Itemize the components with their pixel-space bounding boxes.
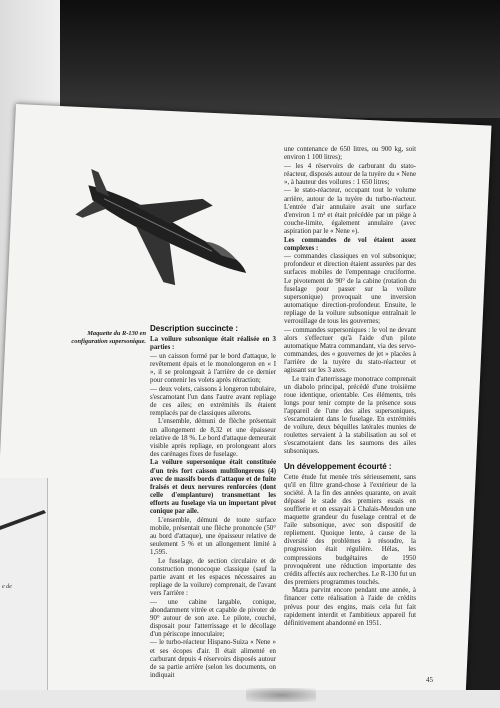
paragraph: L'ensemble, démuni de flèche présentait un allongement de 8,32 et une épaisseur relative de 18 %. Le bord d'attaque demeurait visible après repliage, en prolongeant alors des carénages fixes de fuselage. [150,418,276,458]
paragraph: — le stato-réacteur, occupant tout le volume arrière, autour de la tuyère du turbo-réacteur. L'entrée d'air annulaire avait une surface d'environ 1 m² et était précédée par un piège à couche-limite, également annulaire (avec aspiration par le « Nene »). [284,187,416,235]
article-column-right [284,146,416,628]
paragraph: — un caisson formé par le bord d'attaque, le revêtement épais et le monolongeron en « I », il se prolongeait à l'arrière de ce dernier pour contenir les volets après rétraction; [150,352,276,384]
paragraph: — commandes supersoniques : le vol ne devant alors s'effectuer qu'à l'aide d'un pilote automatique Matra commandant, via des servo-commandes, des « gouvernes de jet » placées à l'arrière de la tuyère du stato-réacteur et agissant sur les 3 axes. [284,326,416,375]
facing-page-photo-fragment [0,506,48,530]
paragraph: — le turbo-réacteur Hispano-Suiza « Nene » et ses écopes d'air. Il était alimenté en carburant depuis 4 réservoirs disposés autour de sa partie arrière (selon les documents, on indiquait [150,639,276,679]
paragraph: — les 4 réservoirs de carburant du stato-réacteur, disposés autour de la tuyère du « Nene », à hauteur des voilures : 1 650 litres; [284,162,416,186]
aircraft-model-photo [62,156,262,326]
paragraph: Le train d'atterrissage monotrace comprenait un diabolo principal, précédé d'une troisième roue identique, orientable. Ces éléments, très longs pour tenir compte de la présence sous l'appareil de l'une des ailes supersoniques, s'escamotaient dans le fuselage. En extrémités de voilure, deux béquilles latérales munies de roulettes servaient à la stabilisation au sol et s'escamotaient dans les saumons des ailes subsoniques. [284,375,416,456]
figure-caption: Maquette du R-130 en configuration supersonique. [71,330,146,345]
paragraph: — deux volets, caissons à longeron tubulaire, s'escamotant l'un dans l'autre avant repliage de ces ailes; en extrémités ils étaient remplacés par de classiques ailerons. [150,385,276,417]
paragraph: Le fuselage, de section circulaire et de construction monocoque classique (sauf la partie avant et les espaces nécessaires au repliage de la voilure) comprenait, de l'avant vers l'arrière : [150,557,276,597]
page-number: 45 [426,676,433,684]
scanner-border-top [0,0,500,118]
paragraph: La voilure subsonique était réalisée en 3 parties : [150,336,276,352]
paragraph: Les commandes de vol étaient assez complexes : [284,236,416,252]
paragraph: une contenance de 650 litres, ou 900 kg, soit environ 1 100 litres); [284,146,416,162]
section-heading-development: Un développement écourté : [284,461,392,471]
paragraph: La voilure supersonique était constituée d'un très fort caisson multilongerons (4) avec de massifs bords d'attaque et de fuite fraisés et deux nervures renforcées (dont celle d'emplanture) transmettant les efforts au fuselage via un important pivot conique par aile. [150,459,276,515]
paragraph: Matra parvint encore pendant une année, à financer cette réalisation à l'aide de crédits prévus pour des engins, mais cela fut fait rapidement interdit et l'ambitieux appareil fut définitivement abandonné en 1951. [284,587,416,627]
paragraph: Cette étude fut menée très sérieusement, sans qu'il en filtre grand-chose à l'extérieur de la société. À la fin des années quarante, on avait dépassé le stade des premiers essais en soufflerie et on essayait à Chalais-Meudon une maquette grandeur du fuselage central et de l'aile subsonique, avec son dispositif de repliement. Quoique lente, à cause de la diversité des problèmes à résoudre, la progression était régulière. Hélas, les compressions budgétaires de 1950 provoquèrent une réduction importante des crédits affectés aux recherches. Le R-130 fut un des premiers programmes touchés. [284,473,416,586]
facing-page-caption-fragment: e de [2,584,12,590]
paragraph: L'ensemble, démuni de toute surface mobile, présentait une flèche prononcée (50° au bord d'attaque), une épaisseur relative de seulement 5 % et un allongement limité à 1,595. [150,516,276,556]
paragraph: — commandes classiques en vol subsonique; profondeur et direction étaient assurées par des surfaces mobiles de l'empennage cruciforme. Le pivotement de 90° de la cabine (rotation du fuselage pour passer sur la voilure supersonique) provoquait une inversion automatique direction-profondeur. Ensuite, le repliage de la voilure subsonique entraînait le verrouillage de tous les gouvernes; [284,253,416,325]
article-column-left [150,324,276,680]
paragraph: — une cabine largable, conique, abondamment vitrée et capable de pivoter de 90° autour de son axe. Le pilote, couché, disposait pour l'atterrissage et le décollage d'un périscope innoculaire; [150,598,276,638]
scan-smudge [246,688,316,702]
section-heading-description: Description succincte : [150,324,239,333]
